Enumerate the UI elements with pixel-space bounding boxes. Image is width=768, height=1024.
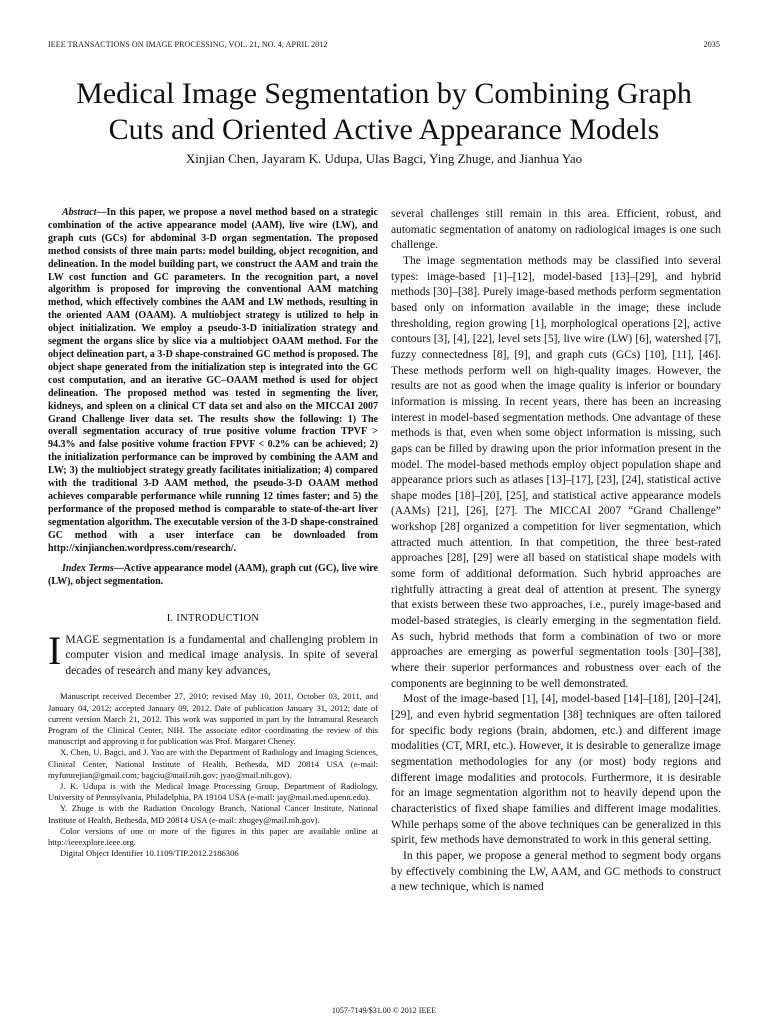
- footnote: J. K. Udupa is with the Medical Image Processing Group, Department of Radiology, University of Pennsylvania, Philadelphia, PA 19104 USA (e-mail: jay@mail.med.upenn.edu).: [48, 781, 378, 803]
- journal-name: IEEE TRANSACTIONS ON IMAGE PROCESSING, VOL. 21, NO. 4, APRIL 2012: [48, 40, 328, 49]
- intro-text: MAGE segmentation is a fundamental and challenging problem in computer vision and medical image analysis. In spite of several decades of research and many key advances,: [65, 633, 378, 677]
- footnote: Manuscript received December 27, 2010; revised May 10, 2011, October 03, 2011, and January 04, 2012; accepted January 09, 2012. Date of publication January 31, 2012; date of current version March 21, 2012. This work was supported in part by the Intramural Research Program of the Clinical Center, NIH. The associate editor coordinating the review of this manuscript and approving it for publication was Prof. Margaret Cheney.: [48, 691, 378, 747]
- drop-cap: I: [48, 627, 62, 673]
- index-terms-text: —Active appearance model (AAM), graph cut (GC), live wire (LW), object segmentation.: [48, 563, 378, 588]
- abstract-lead: Abstract: [62, 207, 97, 218]
- footnotes: [48, 691, 378, 859]
- body-paragraph: In this paper, we propose a general method to segment body organs by effectively combining the LW, AAM, and GC methods to construct a new technique, which is named: [391, 849, 721, 894]
- left-column: [48, 207, 378, 859]
- footnote: Color versions of one or more of the figures in this paper are available online at http://ieeexplore.ieee.org.: [48, 825, 378, 848]
- footnote: X. Chen, U. Bagci, and J. Yao are with the Department of Radiology and Imaging Sciences, Clinical Center, National Institute of Health, Bethesda, MD 20814 USA (e-mail: myfuturejian@gmail.com; bagciu@mail.nih.gov; jyao@mail.nih.gov).: [48, 747, 378, 780]
- right-column: [391, 207, 721, 896]
- abstract: [48, 207, 378, 555]
- author-list: Xinjian Chen, Jayaram K. Udupa, Ulas Bagci, Ying Zhuge, and Jianhua Yao: [185, 151, 583, 166]
- body-paragraph: Most of the image-based [1], [4], model-based [14]–[18], [20]–[24], [29], and even hybrid segmentation [38] techniques are often tailored for specific body regions (brain, abdomen, etc.) and different image modalities (CT, MRI, etc.). However, it is desirable to generalize image segmentation methodologies for any (or most) body regions and different image modalities and protocols. Furthermore, it is desirable for an image segmentation algorithm not to heavily depend upon the characteristics of fixed shape families and different image modalities. While perhaps some of the above techniques can be generalized in this spirit, few methods have demonstrated to work in this general setting.: [391, 693, 721, 847]
- index-terms-lead: Index Terms: [62, 563, 114, 575]
- intro-paragraph: [48, 627, 378, 680]
- page-number: 2035: [703, 40, 720, 49]
- body-paragraph: The image segmentation methods may be classified into several types: image-based [1]–[12], model-based [13]–[29], and hybrid methods [30]–[38]. Purely image-based methods perform segmentation based only on information available in the image; these include thresholding, region growing [1], morphological operations [2], active contours [3], [4], [22], level sets [5], live wire (LW) [6], watershed [7], fuzzy connectedness [8], [9], and graph cuts (GCs) [10], [11], [46]. These methods perform well on high-quality images. However, the results are not as good when the image quality is inferior or boundary information is missing. In recent years, there has been an increasing interest in model-based segmentation methods. One advantage of these methods is that, even when some object information is missing, such gaps can be filled by drawing upon the prior information present in the model. The model-based methods employ object population shape and appearance priors such as atlases [13]–[17], [23], [24], statistical active shape modes [18]–[20], [25], and statistical active appearance models (AAMs) [21], [26], [27]. The MICCAI 2007 “Grand Challenge” workshop [28] organized a competition for liver segmentation, which attracted much attention. In that competition, the three best-rated approaches [28], [29] were all based on statistical shape models with some form of additional deformation. Such hybrid approaches are rightfully attracting a great deal of attention at present. The synergy that exists between these two approaches, i.e., purely image-based and model-based strategies, is clearly emerging in the segmentation field. As such, hybrid methods that form a combination of two or more approaches are emerging as powerful segmentation tools [30]–[38], where their superior performances and robustness over each of the components are beginning to be well demonstrated.: [391, 254, 721, 690]
- copyright-footer: 1057-7149/$31.00 © 2012 IEEE: [331, 1006, 437, 1015]
- abstract-text: —In this paper, we propose a novel method based on a strategic combination of the active appearance model (AAM), live wire (LW), and graph cuts (GCs) for abdominal 3-D organ segmentation. The proposed method consists of three main parts: model building, object recognition, and delineation. In the model building part, we construct the AAM and train the LW cost function and GC parameters. In the recognition part, a novel algorithm is proposed for improving the conventional AAM matching method, which effectively combines the AAM and LW methods, resulting in the oriented AAM (OAAM). A multiobject strategy is utilized to help in object initialization. We employ a pseudo-3-D initialization strategy and segment the organs slice by slice via a multiobject OAAM method. For the object delineation part, a 3-D shape-constrained GC method is proposed. The object shape generated from the initialization step is integrated into the GC cost computation, and an iterative GC–OAAM method is used for object delineation. The proposed method was tested in segmenting the liver, kidneys, and spleen on a clinical CT data set and also on the MICCAI 2007 Grand Challenge liver data set. The results show the following: 1) The overall segmentation accuracy of true positive volume fraction TPVF > 94.3% and false positive volume fraction FPVF < 0.2% can be achieved; 2) the initialization performance can be improved by combining the AAM and LW; 3) the multiobject strategy greatly facilitates initialization; 4) compared with the traditional 3-D AAM method, the pseudo-3-D OAAM method achieves comparable performance while running 12 times faster; and 5) the performance of the proposed method is comparable to state-of-the-art liver segmentation algorithm. The executable version of the 3-D shape-constrained GC method with a user interface can be downloaded from http://xinjianchen.wordpress.com/research/.: [48, 207, 378, 554]
- section-heading: I. INTRODUCTION: [166, 613, 260, 625]
- index-terms: [48, 563, 378, 589]
- footnote-doi: Digital Object Identifier 10.1109/TIP.2012.2186306: [60, 848, 239, 859]
- body-paragraph: several challenges still remain in this area. Efficient, robust, and automatic segmentation of anatomy on radiological images is one such challenge.: [391, 208, 721, 252]
- paper-title: Medical Image Segmentation by Combining Graph Cuts and Oriented Active Appearance Models: [76, 77, 692, 146]
- running-header: [48, 40, 720, 54]
- footnote: Y. Zhuge is with the Radiation Oncology Branch, National Cancer Institute, National Institute of Health, Bethesda, MD 20814 USA (e-mail: zhugey@mail.nih.gov).: [48, 803, 378, 825]
